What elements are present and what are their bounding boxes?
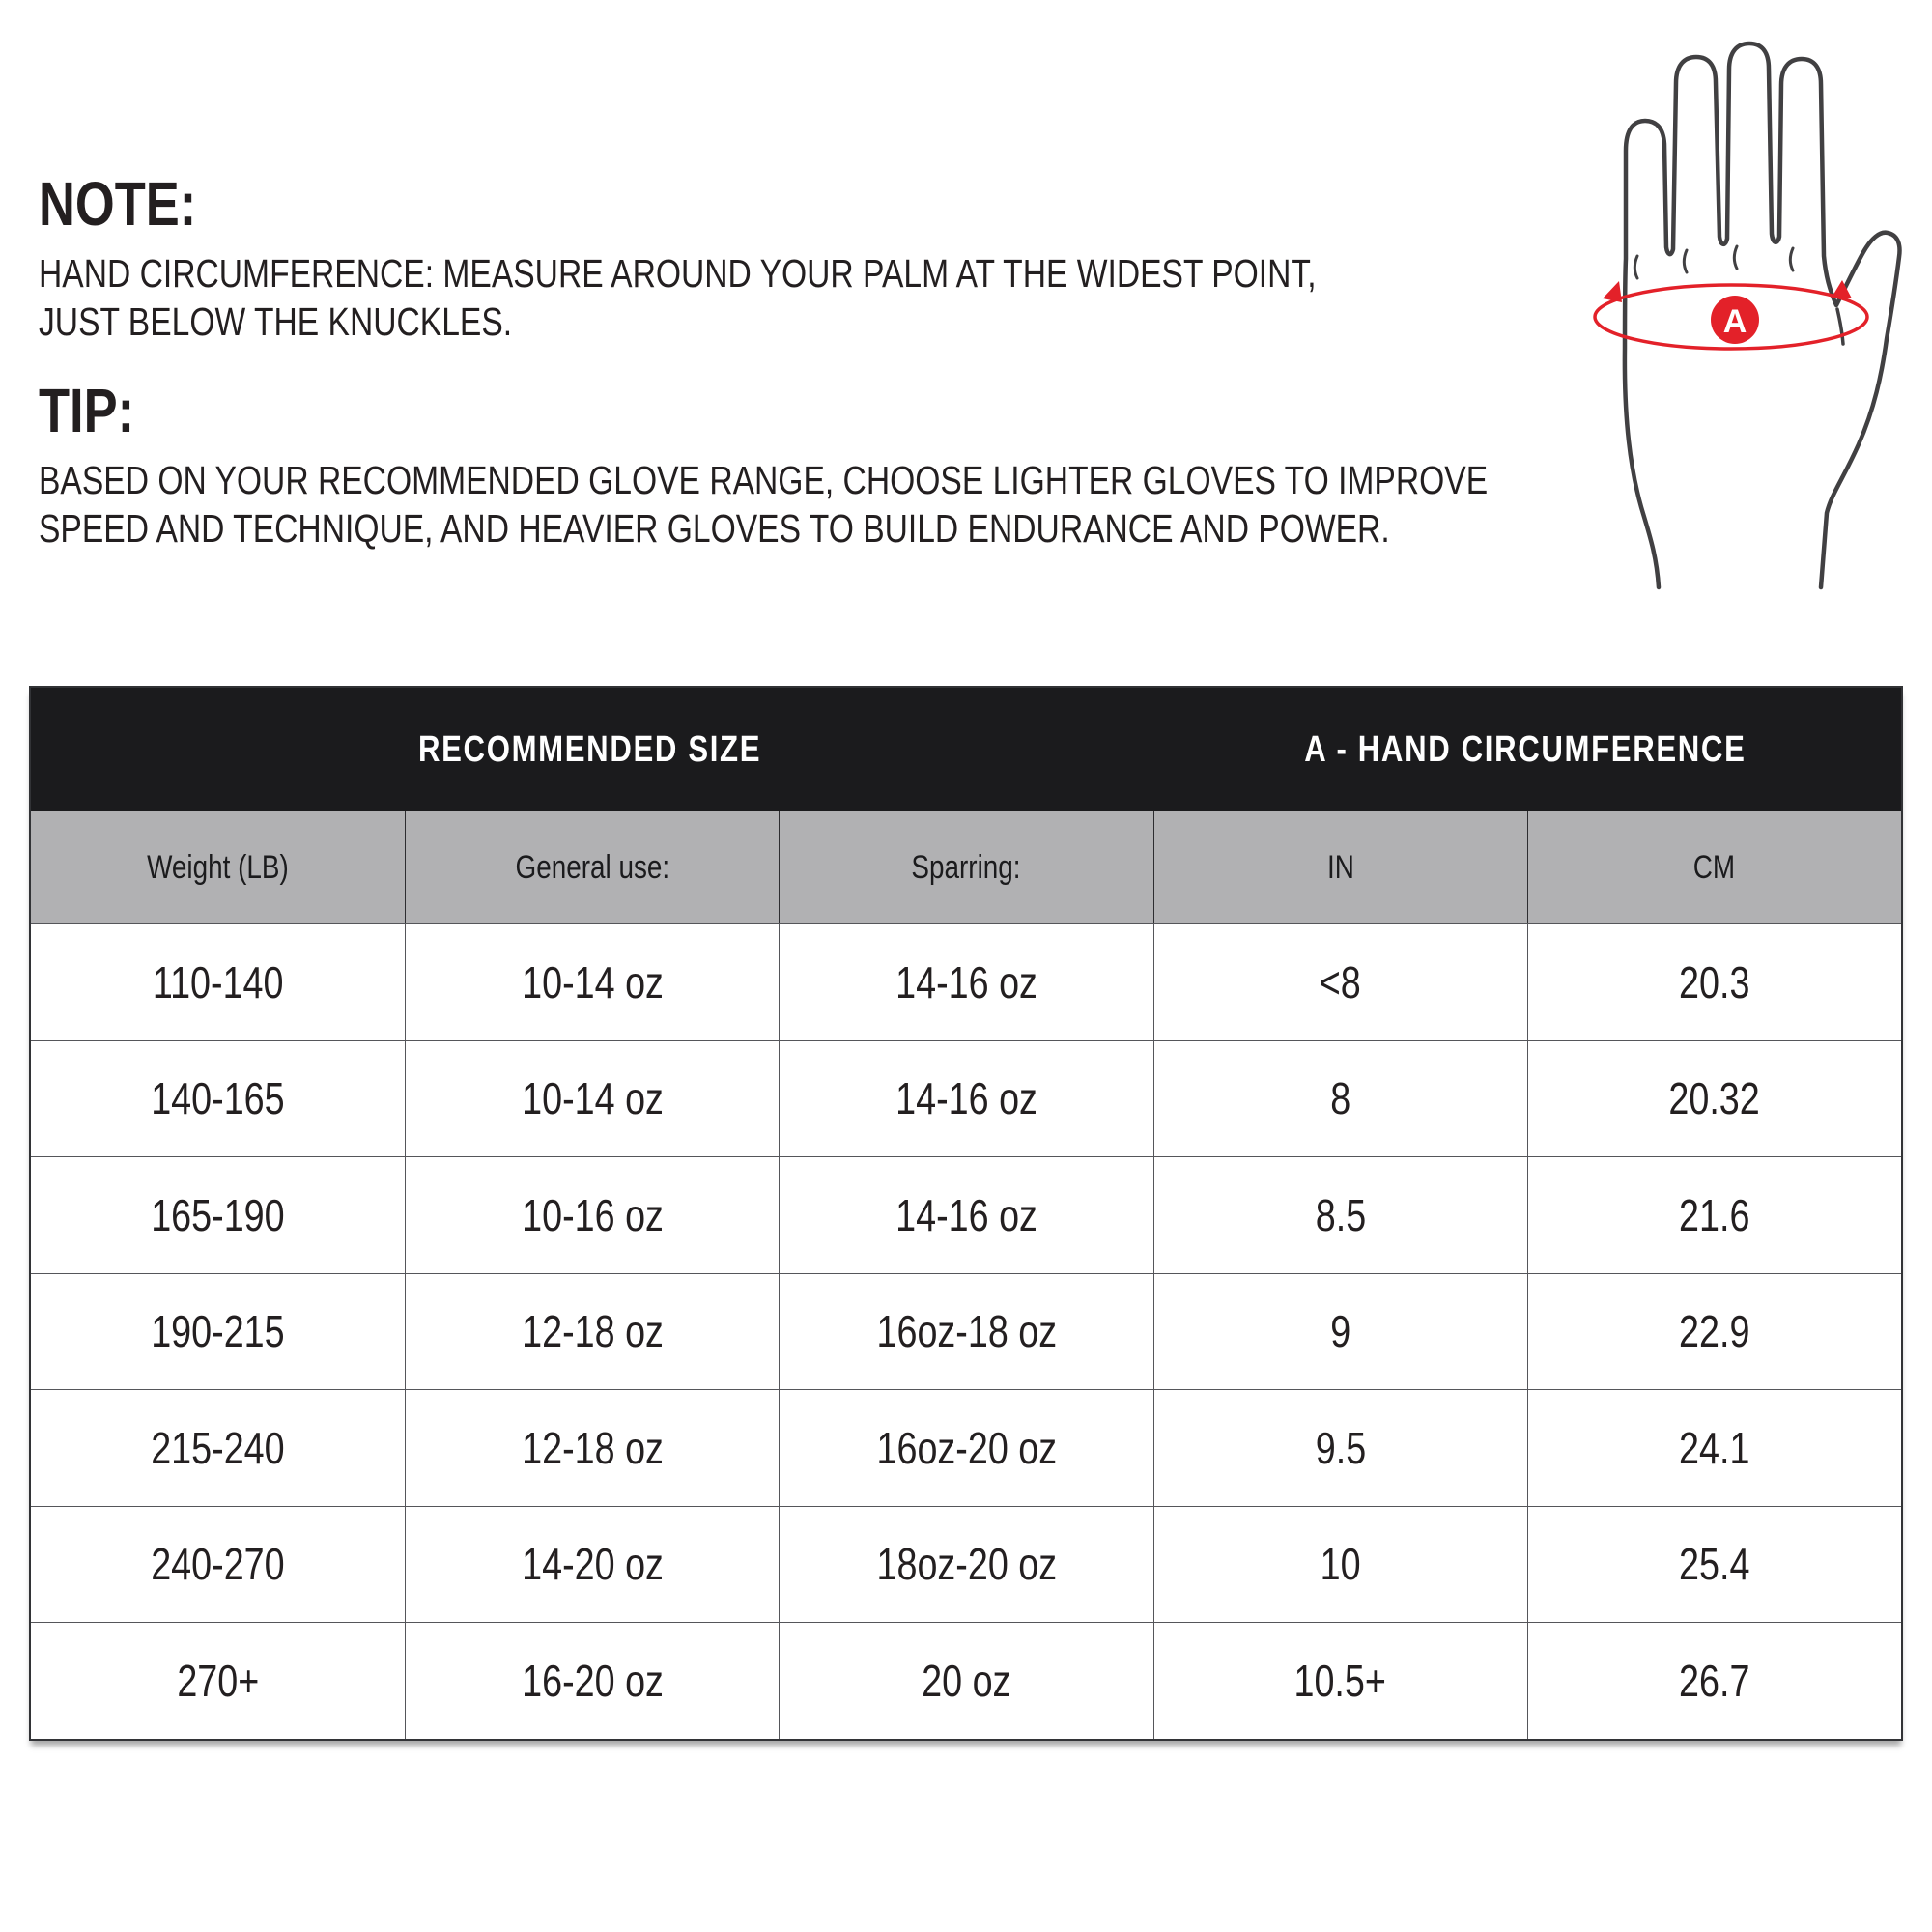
measure-arrow-left-icon: [1603, 281, 1622, 302]
table-body: [31, 923, 1901, 1739]
circumference-a-label: A: [1722, 303, 1747, 340]
table-header-hand-circumference: [1150, 688, 1901, 811]
table-cell: 16-20 oz: [405, 1623, 779, 1739]
table-column-header-row: [31, 811, 1901, 923]
table-cell: 20.3: [1527, 924, 1901, 1040]
table-cell: 165-190: [151, 1189, 285, 1240]
note-section: [39, 169, 1597, 346]
table-row: [31, 1273, 1901, 1390]
table-cell: 10-14 oz: [405, 924, 779, 1040]
table-cell: 24.1: [1527, 1390, 1901, 1506]
table-cell: 240-270: [151, 1539, 285, 1590]
table-cell: 14-20 oz: [405, 1507, 779, 1623]
note-line: HAND CIRCUMFERENCE: MEASURE AROUND YOUR PALM AT THE WIDEST POINT,: [39, 251, 1317, 296]
table-cell: 10: [1153, 1507, 1527, 1623]
table-cell: 16oz-18 oz: [779, 1274, 1152, 1390]
hand-diagram: [1565, 27, 1932, 591]
table-cell: 18oz-20 oz: [779, 1507, 1152, 1623]
table-row: [31, 1389, 1901, 1506]
note-line: JUST BELOW THE KNUCKLES.: [39, 299, 513, 344]
table-cell: 8.5: [1153, 1157, 1527, 1273]
table-row: [31, 1622, 1901, 1739]
table-cell: 140-165: [151, 1073, 285, 1124]
hand-outline-icon: [1625, 43, 1900, 587]
thumb-crease-line: [1837, 309, 1843, 344]
table-cell: 14-16 oz: [779, 924, 1152, 1040]
tip-heading: TIP:: [39, 376, 135, 445]
table-cell: 215-240: [151, 1422, 285, 1473]
column-header-cm: CM: [1527, 811, 1901, 923]
table-row: [31, 1506, 1901, 1623]
table-cell: <8: [1153, 924, 1527, 1040]
table-cell: 14-16 oz: [779, 1157, 1152, 1273]
table-cell: 270+: [177, 1655, 260, 1706]
table-group-header-row: [31, 688, 1901, 811]
table-cell: 12-18 oz: [405, 1390, 779, 1506]
table-cell: 10-16 oz: [405, 1157, 779, 1273]
table-cell: 14-16 oz: [779, 1041, 1152, 1157]
table-cell: 22.9: [1527, 1274, 1901, 1390]
column-header-general-use: General use:: [405, 811, 779, 923]
table-cell: 20 oz: [779, 1623, 1152, 1739]
group-header-label: A - HAND CIRCUMFERENCE: [1304, 728, 1747, 770]
table-row: [31, 1156, 1901, 1273]
table-cell: 8: [1153, 1041, 1527, 1157]
table-row: [31, 923, 1901, 1040]
note-heading: NOTE:: [39, 169, 197, 239]
table-cell: 9: [1153, 1274, 1527, 1390]
size-table: [29, 686, 1903, 1741]
table-cell: 9.5: [1153, 1390, 1527, 1506]
table-cell: 110-140: [152, 956, 284, 1008]
knuckle-marks: [1634, 246, 1793, 278]
column-header-weight: Weight (LB): [147, 848, 289, 886]
group-header-label: RECOMMENDED SIZE: [418, 728, 762, 770]
column-header-in: IN: [1153, 811, 1527, 923]
tip-section: [39, 376, 1805, 553]
tip-line: SPEED AND TECHNIQUE, AND HEAVIER GLOVES TO BUILD ENDURANCE AND POWER.: [39, 506, 1390, 551]
table-cell: 21.6: [1527, 1157, 1901, 1273]
table-cell: 16oz-20 oz: [779, 1390, 1152, 1506]
table-cell: 20.32: [1527, 1041, 1901, 1157]
column-header-sparring: Sparring:: [779, 811, 1152, 923]
table-row: [31, 1040, 1901, 1157]
table-cell: 10-14 oz: [405, 1041, 779, 1157]
table-cell: 12-18 oz: [405, 1274, 779, 1390]
tip-line: BASED ON YOUR RECOMMENDED GLOVE RANGE, CHOOSE LIGHTER GLOVES TO IMPROVE: [39, 458, 1489, 502]
table-header-recommended-size: [31, 688, 1150, 811]
table-cell: 26.7: [1527, 1623, 1901, 1739]
table-cell: 190-215: [151, 1306, 285, 1357]
table-cell: 25.4: [1527, 1507, 1901, 1623]
table-cell: 10.5+: [1153, 1623, 1527, 1739]
